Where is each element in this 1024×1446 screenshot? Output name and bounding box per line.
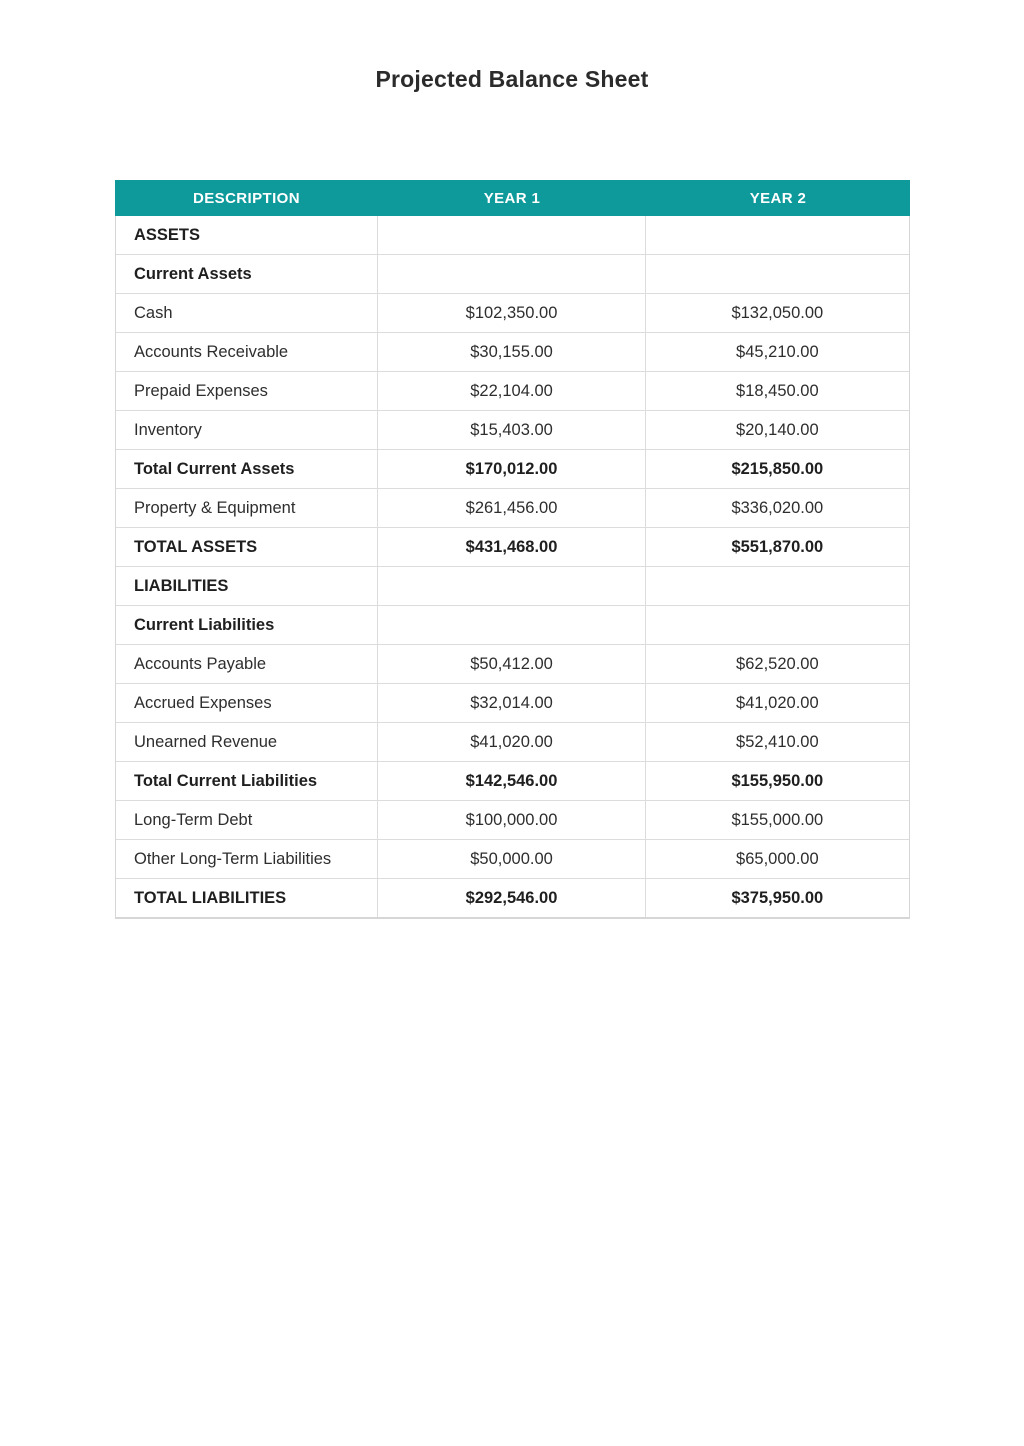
row-label-cell: Accounts Payable: [116, 645, 378, 683]
row-year2-value-cell: [646, 567, 909, 605]
table-body: [116, 216, 909, 918]
row-year2-value-cell: $62,520.00: [736, 654, 819, 673]
row-label-cell: Unearned Revenue: [116, 723, 378, 761]
column-header-year2: YEAR 2: [749, 189, 807, 207]
row-year1-value-cell: $170,012.00: [378, 450, 645, 488]
table-row: [116, 840, 909, 879]
column-header-description: DESCRIPTION: [193, 189, 300, 207]
table-row: [116, 723, 909, 762]
row-label-cell: Other Long-Term Liabilities: [116, 840, 378, 878]
row-year1-value-cell: $431,468.00: [378, 528, 645, 566]
row-year2-value-cell: [646, 606, 909, 644]
row-label-cell: Prepaid Expenses: [116, 372, 378, 410]
table-row: [116, 333, 909, 372]
table-row: [116, 606, 909, 645]
row-year1-value-cell: [378, 216, 645, 254]
table-header-row: [115, 180, 910, 216]
row-year2-value-cell: $52,410.00: [736, 732, 819, 751]
row-label-cell: TOTAL LIABILITIES: [116, 879, 378, 917]
row-label-cell: ASSETS: [116, 216, 378, 254]
row-year1-value-cell: $261,456.00: [378, 489, 645, 527]
row-year1-value-cell: $102,350.00: [378, 294, 645, 332]
row-label-cell: LIABILITIES: [116, 567, 378, 605]
row-label-cell: Total Current Liabilities: [116, 762, 378, 800]
row-year2-value-cell: $215,850.00: [731, 459, 824, 478]
table-row: [116, 684, 909, 723]
row-label-cell: Inventory: [116, 411, 378, 449]
row-year1-value-cell: [378, 567, 645, 605]
row-year1-value-cell: $50,000.00: [378, 840, 645, 878]
table-row: [116, 801, 909, 840]
row-year2-value-cell: $336,020.00: [731, 498, 824, 517]
row-year2-value-cell: $132,050.00: [731, 303, 824, 322]
row-year2-value-cell: $551,870.00: [731, 537, 824, 556]
row-label-cell: Accrued Expenses: [116, 684, 378, 722]
balance-sheet-table: [115, 180, 910, 919]
row-label-cell: Accounts Receivable: [116, 333, 378, 371]
row-year1-value-cell: $50,412.00: [378, 645, 645, 683]
row-year1-value-cell: $30,155.00: [378, 333, 645, 371]
row-year1-value-cell: $142,546.00: [378, 762, 645, 800]
page-title: Projected Balance Sheet: [375, 66, 649, 92]
row-year2-value-cell: $45,210.00: [736, 342, 819, 361]
row-year1-value-cell: [378, 606, 645, 644]
row-label-cell: Cash: [116, 294, 378, 332]
table-row: [116, 489, 909, 528]
row-year2-value-cell: [646, 255, 909, 293]
row-label-cell: TOTAL ASSETS: [116, 528, 378, 566]
table-row: [116, 528, 909, 567]
row-year2-value-cell: $375,950.00: [731, 888, 824, 907]
row-label-cell: Long-Term Debt: [116, 801, 378, 839]
table-row: [116, 294, 909, 333]
row-year2-value-cell: $41,020.00: [736, 693, 819, 712]
row-year1-value-cell: $15,403.00: [378, 411, 645, 449]
row-year2-value-cell: $18,450.00: [736, 381, 819, 400]
table-row: [116, 216, 909, 255]
row-label-cell: Current Assets: [116, 255, 378, 293]
table-row: [116, 567, 909, 606]
row-label-cell: Current Liabilities: [116, 606, 378, 644]
table-row: [116, 372, 909, 411]
row-year1-value-cell: $41,020.00: [378, 723, 645, 761]
table-row: [116, 762, 909, 801]
row-year2-value-cell: [646, 216, 909, 254]
row-year2-value-cell: $155,950.00: [731, 771, 824, 790]
table-row: [116, 255, 909, 294]
row-year1-value-cell: $32,014.00: [378, 684, 645, 722]
row-year2-value-cell: $20,140.00: [736, 420, 819, 439]
table-row: [116, 450, 909, 489]
row-year2-value-cell: $65,000.00: [736, 849, 819, 868]
row-year1-value-cell: $22,104.00: [378, 372, 645, 410]
table-row: [116, 645, 909, 684]
column-header-year1: YEAR 1: [483, 189, 541, 207]
row-year1-value-cell: $100,000.00: [378, 801, 645, 839]
row-label-cell: Total Current Assets: [116, 450, 378, 488]
row-year2-value-cell: $155,000.00: [731, 810, 824, 829]
table-row: [116, 411, 909, 450]
table-row: [116, 879, 909, 918]
row-year1-value-cell: $292,546.00: [378, 879, 645, 917]
row-year1-value-cell: [378, 255, 645, 293]
row-label-cell: Property & Equipment: [116, 489, 378, 527]
